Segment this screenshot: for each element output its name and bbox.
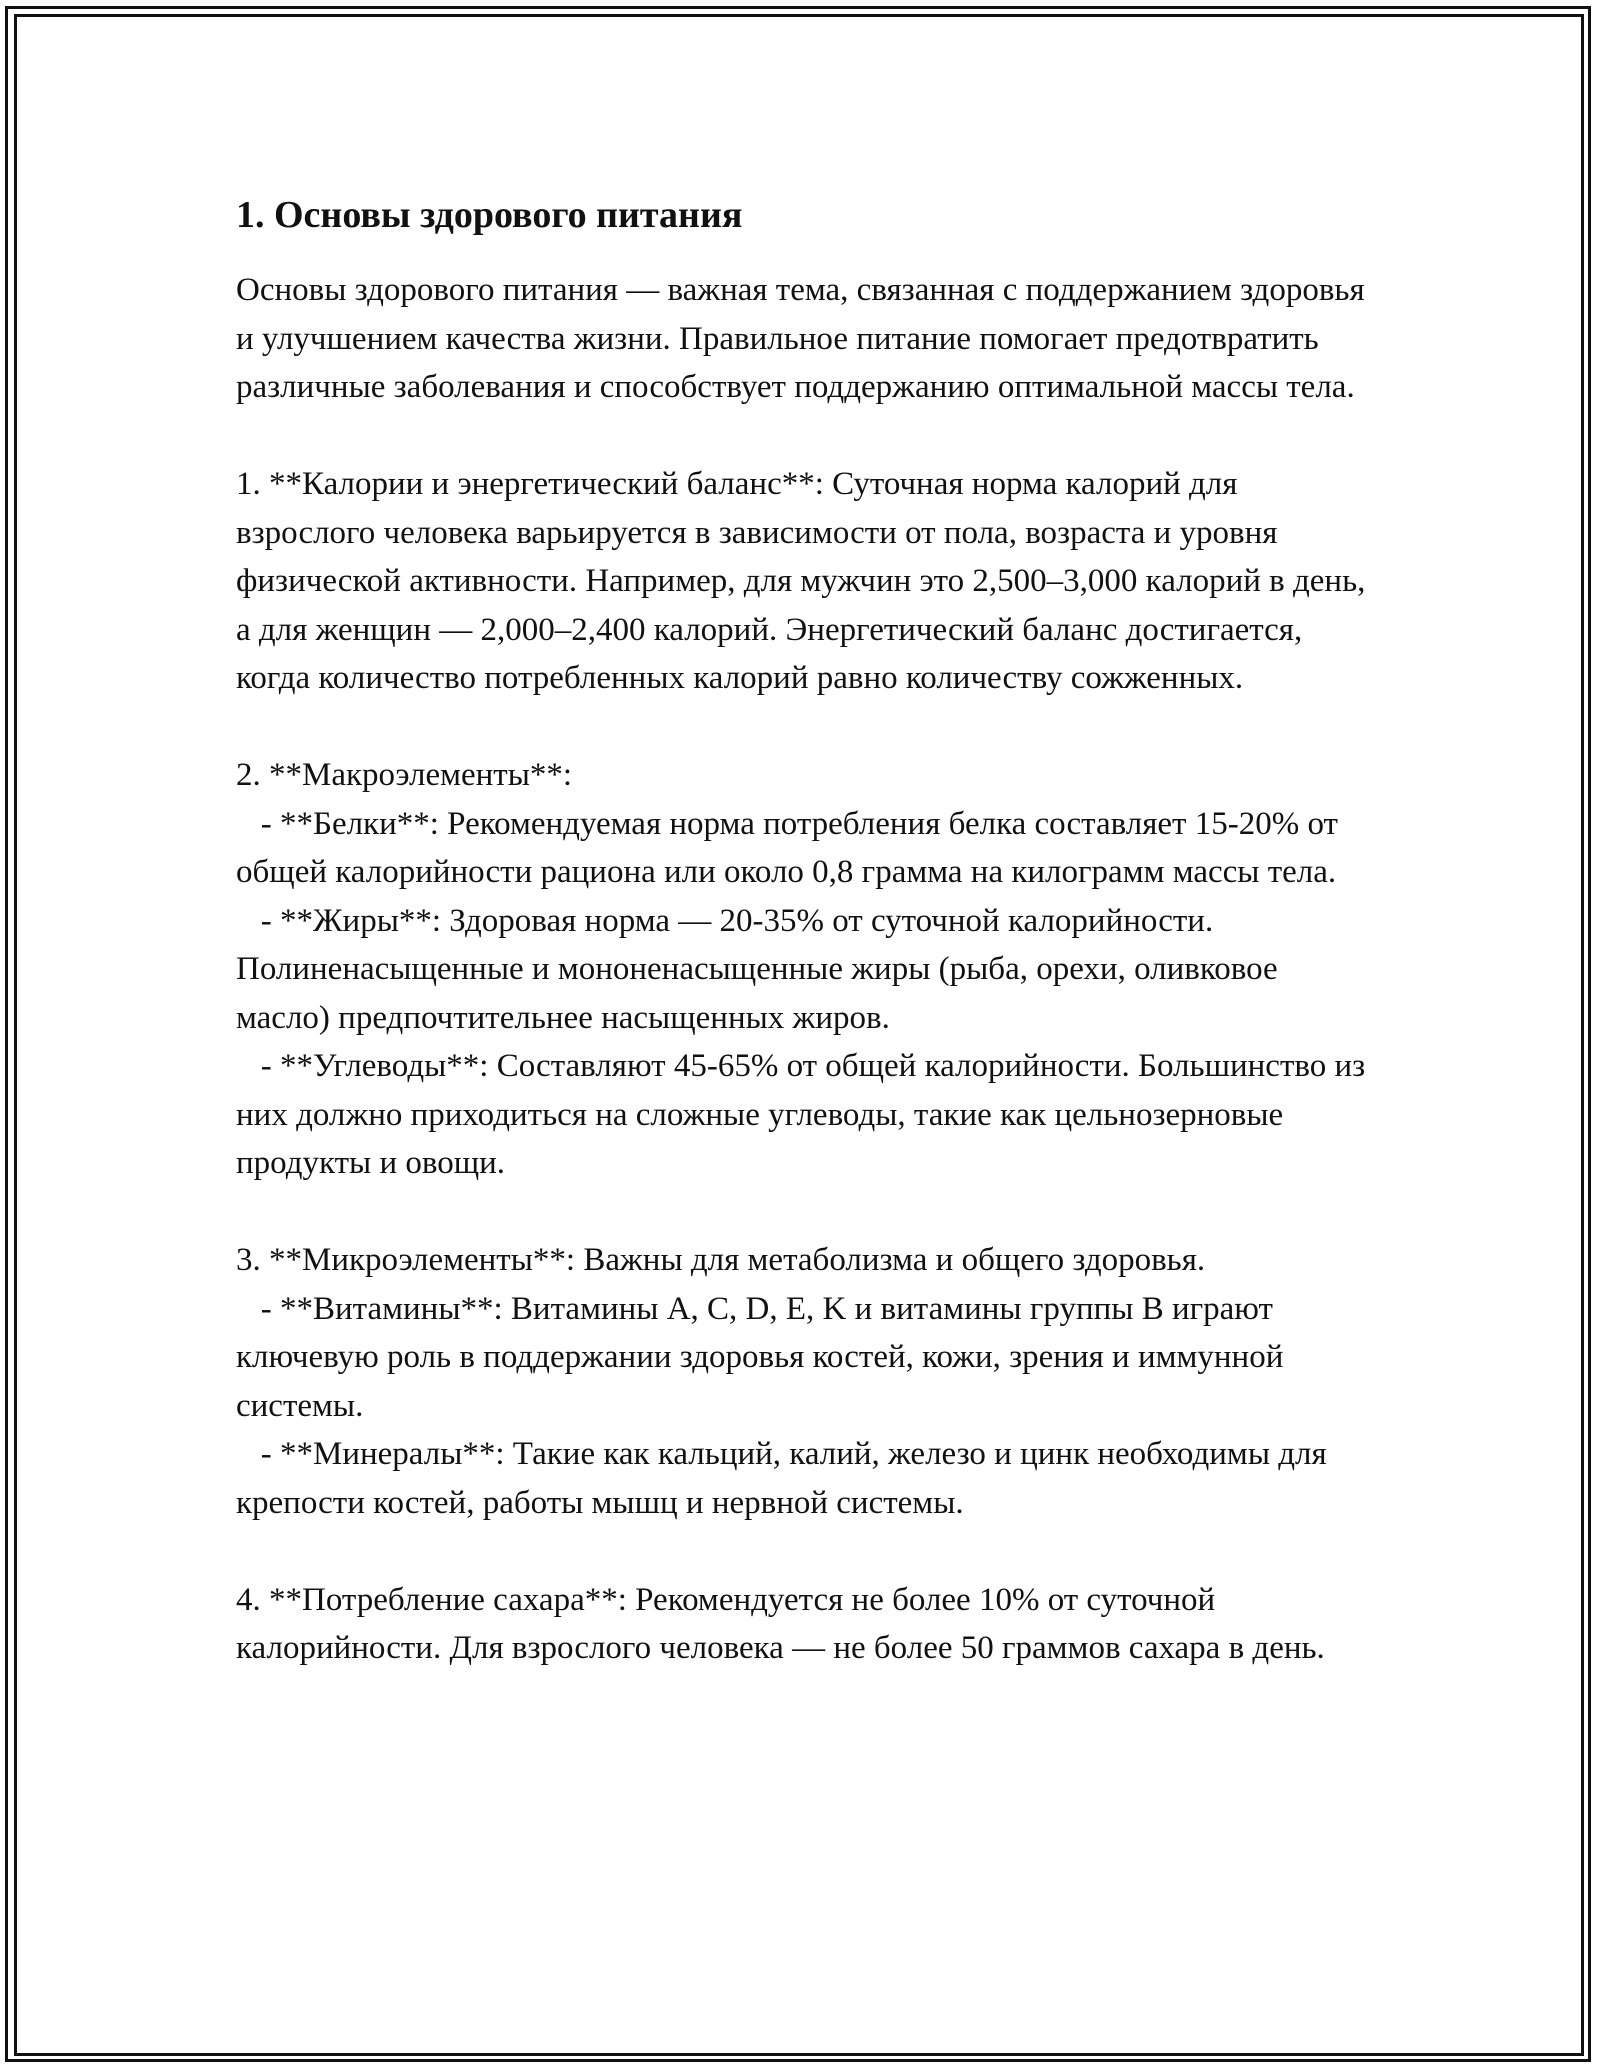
section-body: Основы здорового питания — важная тема, связанная с поддержанием здоровья и улучшением качества жизни. Правильное питание помогает предотвратить различные заболевания и способствует поддержанию оптимальной массы тела. 1. **Калории и энергетический баланс**: Суточная норма калорий для взрослого человека варьируется в зависимости от пола, возраста и уровня физической активности. Например, для мужчин это 2,500–3,000 калорий в день, а для женщин — 2,000–2,400 калорий. Энергетический баланс достигается, когда количество потребленных калорий равно количеству сожженных. 2. **Макроэлементы**: - **Белки**: Рекомендуемая норма потребления белка составляет 15-20% от общей калорийности рациона или около 0,8 грамма на килограмм массы тела. - **Жиры**: Здоровая норма — 20-35% от суточной калорийности. Полиненасыщенные и мононенасыщенные жиры (рыба, орехи, оливковое масло) предпочтительнее насыщенных жиров. - **Углеводы**: Составляют 45-65% от общей калорийности. Большинство из них должно приходиться на сложные углеводы, такие как цельнозерновые продукты и овощи. 3. **Микроэлементы**: Важны для метаболизма и общего здоровья. - **Витамины**: Витамины A, C, D, E, K и витамины группы B играют ключевую роль в поддержании здоровья костей, кожи, зрения и иммунной системы. - **Минералы**: Такие как кальций, калий, железо и цинк необходимы для крепости костей, работы мышц и нервной системы. 4. **Потребление сахара**: Рекомендуется не более 10% от суточной калорийности. Для взрослого человека — не более 50 граммов сахара в день.	[236, 272, 1366, 1666]
section-title: 1. Основы здорового питания	[236, 194, 743, 236]
document-page	[236, 186, 1366, 1673]
